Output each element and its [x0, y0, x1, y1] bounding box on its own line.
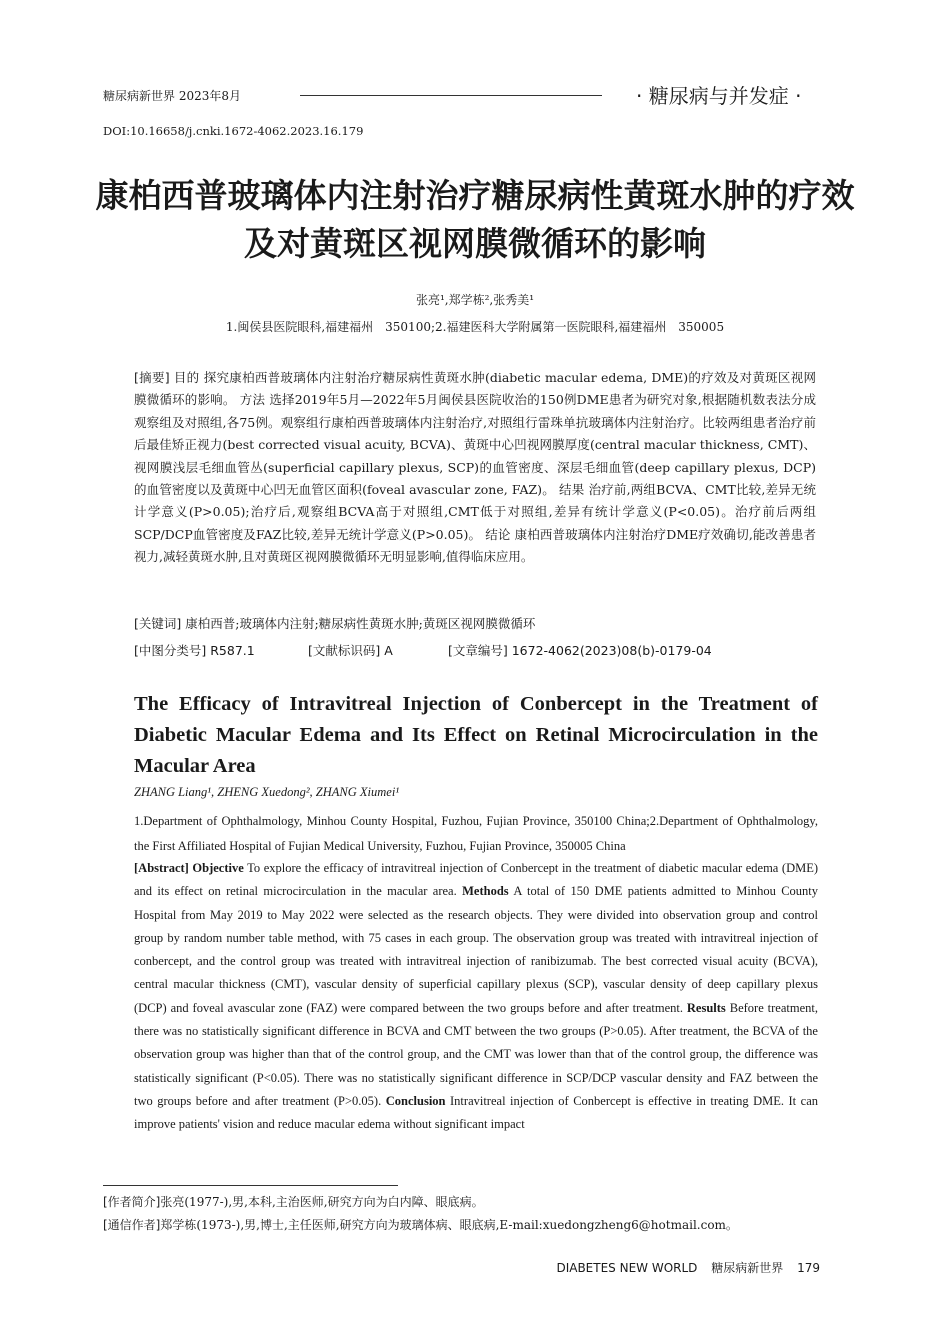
section-title: · 糖尿病与并发症 ·	[636, 84, 802, 108]
en-objective: To explore the efficacy of intravitreal injection of Conbercept in the treatment of diabetic macular edema (DME) and its effect on retinal microcirculation in the macular area.	[134, 861, 819, 899]
cn-objective: 探究康柏西普玻璃体内注射治疗糖尿病性黄斑水肿(diabetic macular edema, DME)的疗效及对黄斑区视网膜微循环的影响。	[134, 370, 816, 408]
en-results: Before treatment, there was no statistically significant difference in BCVA and CMT between the two groups (P>0.05). After treatment, the BCVA of the observation group was higher than that of the control group, and the CMT was lower than that of the control group, the difference was statistically significant (P<0.05). There was no statistically significant difference in SCP/DCP vascular density and FAZ between the two groups before and after treatment (P>0.05).	[134, 1000, 818, 1108]
en-conclusion: Intravitreal injection of Conbercept is effective in treating DME. It can improve patients' vision and reduce macular edema without significant impact	[134, 1093, 819, 1132]
journal-issue: 糖尿病新世界 2023年8月	[103, 89, 241, 103]
cn-affiliation: 1.闽侯县医院眼科,福建福州 350100;2.福建医科大学附属第一医院眼科,福建福州 350005	[225, 320, 725, 334]
cn-abstract	[134, 367, 816, 569]
cn-keywords-label: [关键词]	[134, 616, 182, 631]
doc-code-label: [文献标识码]	[307, 643, 381, 658]
footnote-corresponding	[103, 1216, 738, 1233]
en-affiliation: 1.Department of Ophthalmology, Minhou County Hospital, Fuzhou, Fujian Province, 350100 China;2.Department of Ophthalmology, the First Affiliated Hospital of Fujian Medical University, Fuzhou, Fujian Province, 350005 China	[134, 814, 818, 853]
cn-conclusion: 康柏西普玻璃体内注射治疗DME疗效确切,能改善患者视力,减轻黄斑水肿,且对黄斑区视网膜微循环无明显影响,值得临床应用。	[134, 526, 816, 565]
footnote-author-label: [作者简介]	[103, 1195, 161, 1209]
cn-methods-label: 方法	[239, 392, 266, 408]
footnote-corr-label: [通信作者]	[103, 1218, 161, 1232]
cn-keywords-text: 康柏西普;玻璃体内注射;糖尿病性黄斑水肿;黄斑区视网膜微循环	[185, 616, 536, 631]
clc-value: R587.1	[210, 643, 255, 658]
footnote-rule	[103, 1185, 398, 1186]
footnote-author-text: 张亮(1977-),男,本科,主治医师,研究方向为白内障、眼底病。	[160, 1195, 484, 1209]
cn-title: 康柏西普玻璃体内注射治疗糖尿病性黄斑水肿的疗效及对黄斑区视网膜微循环的影响	[95, 176, 855, 263]
en-abstract	[134, 857, 818, 1137]
clc-label: [中图分类号]	[134, 643, 207, 658]
cn-methods: 选择2019年5月—2022年5月闽侯县医院收治的150例DME患者为研究对象,根据随机数表法分成观察组及对照组,各75例。观察组行康柏西普玻璃体内注射治疗,对照组行雷珠单抗玻璃体内注射治疗。比较两组患者治疗前后最佳矫正视力(best corrected visual acuity, BCVA)、黄斑中心凹视网膜厚度(central macular thickness, CMT)、视网膜浅层毛细血管丛(superficial capillary plexus, SCP)的血管密度、深层毛细血管(deep capillary plexus, DCP)的血管密度以及黄斑中心凹无血管区面积(foveal avascular zone, FAZ)。	[134, 392, 816, 498]
en-authors: ZHANG Liang¹, ZHENG Xuedong², ZHANG Xiumei¹	[134, 785, 400, 799]
article-no-label: [文章编号]	[447, 643, 508, 658]
page-footer	[0, 1259, 820, 1276]
article-no-value: 1672-4062(2023)08(b)-0179-04	[511, 643, 712, 658]
en-abstract-label: [Abstract]	[134, 861, 189, 875]
cn-conclusion-label: 结论	[485, 526, 511, 542]
cn-abstract-label: [摘要]	[134, 370, 170, 385]
cn-objective-label: 目的	[173, 370, 200, 385]
cn-results-label: 结果	[559, 482, 585, 498]
en-results-label: Results	[686, 1000, 726, 1015]
cn-authors: 张亮¹,郑学栋²,张秀美¹	[415, 293, 535, 307]
en-conclusion-label: Conclusion	[385, 1093, 446, 1108]
en-title: The Efficacy of Intravitreal Injection of Conbercept in the Treatment of Diabetic Macular Edema and Its Effect on Retinal Microcirculation in the Macular Area	[134, 693, 818, 777]
classification-line	[134, 641, 816, 659]
en-methods-label: Methods	[462, 884, 509, 899]
en-methods: A total of 150 DME patients admitted to Minhou County Hospital from May 2019 to May 2022 were selected as the research objects. They were divided into observation group and control group by random number table method, with 75 cases in each group. The observation group was treated with intravitreal injection of conbercept, and the control group was treated with intravitreal injection of ranibizumab. The best corrected visual acuity (BCVA), central macular thickness (CMT), vascular density of superficial capillary plexus (SCP), vascular density of deep capillary plexus (DCP) and foveal avascular zone (FAZ) were compared between the two groups before and after treatment.	[134, 884, 819, 1015]
page-number: 179	[797, 1261, 820, 1275]
doi: DOI:10.16658/j.cnki.1672-4062.2023.16.179	[103, 124, 364, 138]
doc-code-value: A	[384, 643, 393, 658]
cn-results: 治疗前,两组BCVA、CMT比较,差异无统计学意义(P>0.05);治疗后,观察组BCVA高于对照组,CMT低于对照组,差异有统计学意义(P<0.05)。治疗前后两组SCP/DCP血管密度及FAZ比较,差异无统计学意义(P>0.05)。	[134, 482, 816, 542]
footer-journal-en: DIABETES NEW WORLD	[556, 1261, 698, 1275]
footnote-corr-text: 郑学栋(1973-),男,博士,主任医师,研究方向为玻璃体病、眼底病,E-mail:xuedongzheng6@hotmail.com。	[160, 1218, 738, 1232]
footnote-author	[103, 1193, 484, 1210]
en-objective-label: Objective	[192, 861, 244, 875]
footer-journal-cn: 糖尿病新世界	[711, 1261, 784, 1275]
header-rule	[300, 95, 602, 96]
cn-keywords	[134, 614, 816, 632]
